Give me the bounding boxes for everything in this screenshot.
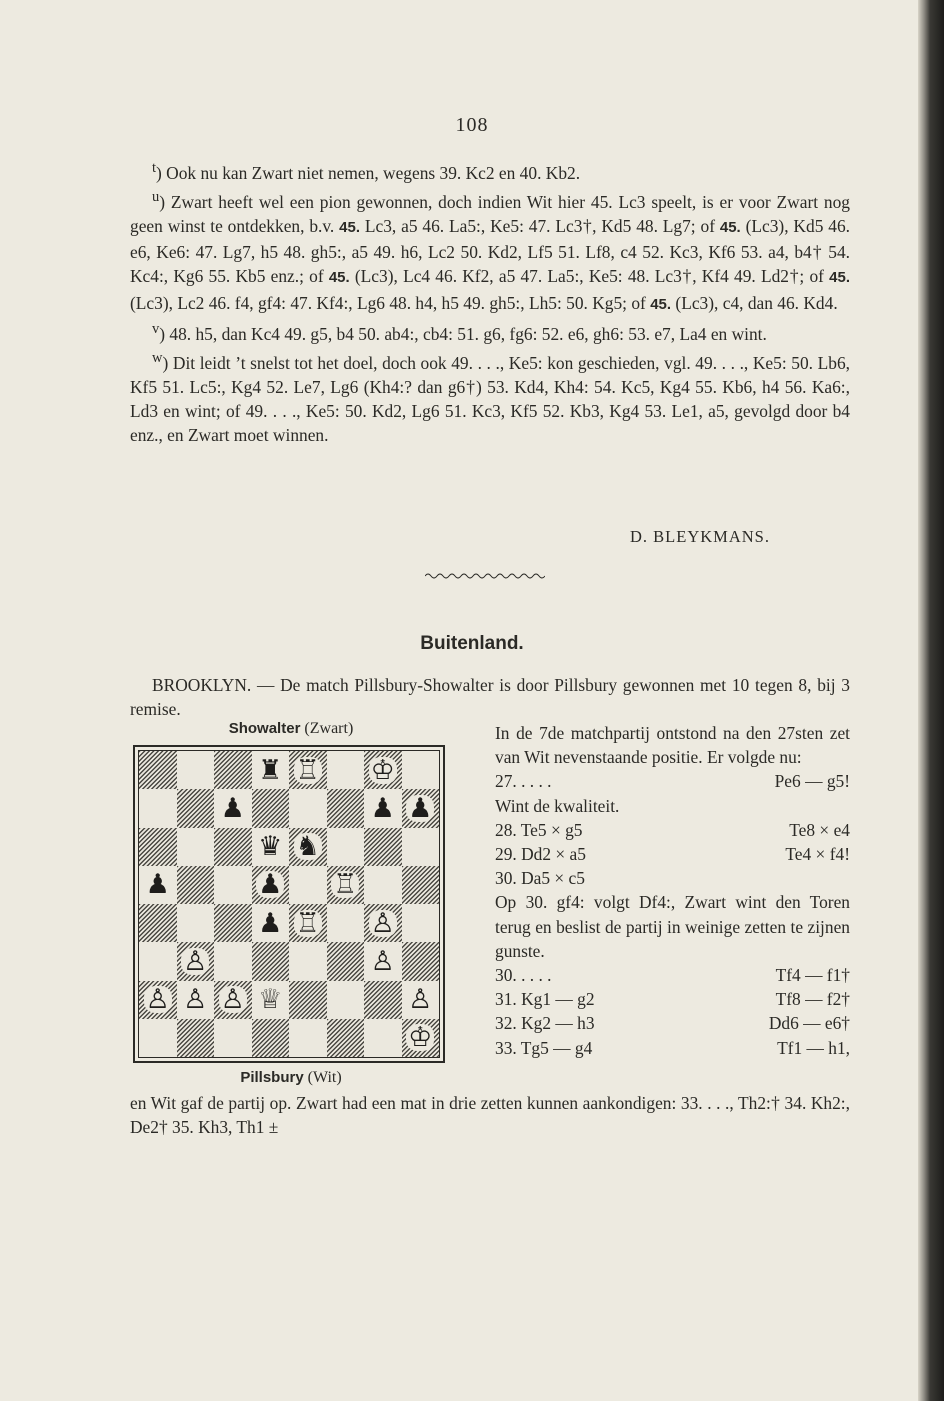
square-e6 bbox=[289, 828, 327, 866]
square-b7 bbox=[177, 789, 215, 827]
square-d3 bbox=[252, 942, 290, 980]
move-list-1 bbox=[495, 769, 850, 793]
square-b8 bbox=[177, 751, 215, 789]
square-h6 bbox=[402, 828, 440, 866]
square-e1 bbox=[289, 1019, 327, 1057]
square-f6 bbox=[327, 828, 365, 866]
square-g5 bbox=[364, 866, 402, 904]
closing-paragraph bbox=[130, 1091, 850, 1139]
move-row bbox=[495, 987, 850, 1011]
white-pawn-icon: ♙ bbox=[370, 907, 395, 939]
white-move: 31. Kg1 — g2 bbox=[495, 989, 595, 1010]
white-rook-icon: ♖ bbox=[333, 869, 358, 901]
square-d5 bbox=[252, 866, 290, 904]
square-g3 bbox=[364, 942, 402, 980]
move-list-3 bbox=[495, 963, 850, 1060]
square-h3 bbox=[402, 942, 440, 980]
square-d4 bbox=[252, 904, 290, 942]
move-row bbox=[495, 769, 850, 793]
black-pawn-icon: ♟ bbox=[408, 792, 433, 824]
black-move: Te8 × e4 bbox=[789, 819, 850, 840]
square-c6 bbox=[214, 828, 252, 866]
square-e7 bbox=[289, 789, 327, 827]
section-divider bbox=[425, 572, 545, 580]
square-c7 bbox=[214, 789, 252, 827]
square-f1 bbox=[327, 1019, 365, 1057]
square-c2 bbox=[214, 981, 252, 1019]
white-move: 33. Tg5 — g4 bbox=[495, 1037, 593, 1058]
note-marker: $^w$) bbox=[152, 349, 173, 373]
square-a8 bbox=[139, 751, 177, 789]
square-f4 bbox=[327, 904, 365, 942]
white-move: 27. . . . . bbox=[495, 771, 552, 792]
white-player-name: Pillsbury bbox=[240, 1069, 304, 1086]
move-row bbox=[495, 818, 850, 842]
square-a3 bbox=[139, 942, 177, 980]
square-b1 bbox=[177, 1019, 215, 1057]
white-move: 29. Dd2 × a5 bbox=[495, 843, 586, 864]
square-f5 bbox=[327, 866, 365, 904]
page-edge-shadow bbox=[918, 0, 944, 1401]
white-move: 28. Te5 × g5 bbox=[495, 819, 583, 840]
square-e8 bbox=[289, 751, 327, 789]
commentary-intro: In de 7de matchpartij ontstond na den 27sten zet van Wit nevenstaande positie. Er volgde nu: bbox=[495, 723, 850, 768]
chess-board bbox=[138, 750, 440, 1058]
square-c1 bbox=[214, 1019, 252, 1057]
square-d2 bbox=[252, 981, 290, 1019]
black-move: Tf4 — f1† bbox=[775, 964, 850, 985]
move-row bbox=[495, 963, 850, 987]
white-move: 32. Kg2 — h3 bbox=[495, 1013, 595, 1034]
square-h5 bbox=[402, 866, 440, 904]
white-king-icon: ♔ bbox=[408, 1022, 433, 1054]
square-h8 bbox=[402, 751, 440, 789]
square-b3 bbox=[177, 942, 215, 980]
intro-text: BROOKLYN. — De match Pillsbury-Showalter is door Pillsbury gewonnen met 10 tegen 8, bij 3 remise. bbox=[130, 675, 850, 720]
move-row bbox=[495, 842, 850, 866]
square-e2 bbox=[289, 981, 327, 1019]
black-player-name: Showalter bbox=[228, 720, 301, 737]
square-c8 bbox=[214, 751, 252, 789]
square-a1 bbox=[139, 1019, 177, 1057]
square-a7 bbox=[139, 789, 177, 827]
white-pawn-icon: ♙ bbox=[145, 984, 170, 1016]
white-move: 30. . . . . bbox=[495, 964, 552, 985]
white-rook-icon: ♖ bbox=[295, 907, 320, 939]
square-a2 bbox=[139, 981, 177, 1019]
move-row bbox=[495, 866, 850, 890]
note-v bbox=[130, 317, 850, 346]
square-f7 bbox=[327, 789, 365, 827]
square-a6 bbox=[139, 828, 177, 866]
note-marker: $^v$) bbox=[152, 320, 170, 344]
black-pawn-icon: ♟ bbox=[370, 792, 395, 824]
black-knight-icon: ♞ bbox=[295, 831, 320, 863]
square-a5 bbox=[139, 866, 177, 904]
white-queen-icon: ♕ bbox=[258, 984, 283, 1016]
chess-diagram bbox=[133, 745, 445, 1063]
closing-text: en Wit gaf de partij op. Zwart had een mat in drie zetten kunnen aankondigen: 33. . . ., Th2:† 34. Kh2:, De2† 35. Kh3, Th1 ± bbox=[130, 1093, 850, 1138]
black-move: Tf1 — h1, bbox=[777, 1037, 850, 1058]
author-signature: D. BLEYKMANS. bbox=[630, 527, 770, 546]
square-e5 bbox=[289, 866, 327, 904]
note-text: Dit leidt ’t snelst tot het doel, doch ook 49. . . ., Ke5: kon geschieden, vgl. 49. . . ., Ke5: 50. Lb6, Kf5 51. Lc5:, Kg4 52. Le7, Lg6 (Kh4:? dan g6†) 53. Kd4, Kh4: 54. Kc5, Kg4 55. Kb6, h4 56. Ka6:, Ld3 en wint; of 49. . . ., Ke5: 50. Kd2, Lg6 51. Kc3, Kf5 52. Kb3, Kg4 53. Le1, a5, gevolgd door b4 enz., en Zwart moet winnen. bbox=[130, 352, 850, 446]
commentary-comment: Op 30. gf4: volgt Df4:, Zwart wint den Toren terug en beslist de partij in weinige zetten te zijnen gunste. bbox=[495, 892, 850, 961]
square-d7 bbox=[252, 789, 290, 827]
square-b6 bbox=[177, 828, 215, 866]
square-g1 bbox=[364, 1019, 402, 1057]
move-list-2 bbox=[495, 818, 850, 891]
black-queen-icon: ♛ bbox=[258, 831, 283, 863]
square-b2 bbox=[177, 981, 215, 1019]
note-marker: $^t$) bbox=[152, 160, 167, 183]
square-h7 bbox=[402, 789, 440, 827]
black-rook-icon: ♜ bbox=[258, 754, 283, 786]
square-c4 bbox=[214, 904, 252, 942]
move-row bbox=[495, 1011, 850, 1035]
intro-paragraph bbox=[130, 673, 850, 721]
black-move: Tf8 — f2† bbox=[775, 989, 850, 1010]
square-h1 bbox=[402, 1019, 440, 1057]
square-d6 bbox=[252, 828, 290, 866]
black-pawn-icon: ♟ bbox=[220, 792, 245, 824]
white-pawn-icon: ♙ bbox=[220, 984, 245, 1016]
square-g2 bbox=[364, 981, 402, 1019]
square-b4 bbox=[177, 904, 215, 942]
square-c5 bbox=[214, 866, 252, 904]
note-w bbox=[130, 346, 850, 448]
square-g6 bbox=[364, 828, 402, 866]
commentary-mid: Wint de kwaliteit. bbox=[495, 795, 620, 816]
note-u bbox=[130, 185, 850, 317]
annotation-notes bbox=[130, 156, 850, 447]
game-commentary bbox=[495, 721, 850, 1060]
black-pawn-icon: ♟ bbox=[258, 907, 283, 939]
black-move: Pe6 — g5! bbox=[774, 771, 850, 792]
page-number: 108 bbox=[455, 114, 489, 136]
square-h2 bbox=[402, 981, 440, 1019]
square-g8 bbox=[364, 751, 402, 789]
note-text: 48. h5, dan Kc4 49. g5, b4 50. ab4:, cb4: 51. g6, fg6: 52. e6, gh6: 53. e7, La4 en wint. bbox=[169, 323, 767, 344]
section-title: Buitenland. bbox=[420, 633, 524, 654]
white-pawn-icon: ♙ bbox=[370, 945, 395, 977]
square-g7 bbox=[364, 789, 402, 827]
note-text: Ook nu kan Zwart niet nemen, wegens 39. Kc2 en 40. Kb2. bbox=[166, 162, 581, 183]
black-player-color: (Zwart) bbox=[304, 720, 354, 737]
black-pawn-icon: ♟ bbox=[145, 869, 170, 901]
note-text: Zwart heeft wel een pion gewonnen, doch indien Wit hier 45. Lc3 speelt, is er voor Zwart nog geen winst te ontdekken, b.v. 45. Lc3, a5 46. La5:, Ke5: 47. Lc3†, Kd5 48. Lg7; of 45. (Lc3), Kd5 46. e6, Ke6: 47. Lg7, h5 48. gh5:, a5 49. h6, Lc2 50. Kd2, Lf5 51. Lf8, c4 52. Kc3, Kf6 53. a4, b4† 54. Kc4:, Kg6 55. Kb5 enz.; of 45. (Lc3), Lc4 46. Kf2, a5 47. La5:, Ke5: 48. Lc3†, Kf4 49. Ld2†; of 45. (Lc3), Lc2 46. f4, gf4: 47. Kf4:, Lg6 48. h4, h5 49. gh5:, Lh5: 50. Kg5; of 45. (Lc3), c4, dan 46. Kd4. bbox=[130, 191, 850, 313]
square-a4 bbox=[139, 904, 177, 942]
white-pawn-icon: ♙ bbox=[183, 945, 208, 977]
white-move: 30. Da5 × c5 bbox=[495, 868, 585, 889]
square-f8 bbox=[327, 751, 365, 789]
square-g4 bbox=[364, 904, 402, 942]
square-e4 bbox=[289, 904, 327, 942]
square-c3 bbox=[214, 942, 252, 980]
white-pawn-icon: ♙ bbox=[408, 984, 433, 1016]
white-player-color: (Wit) bbox=[307, 1069, 342, 1086]
black-move: Dd6 — e6† bbox=[768, 1013, 850, 1034]
white-king-icon: ♔ bbox=[370, 754, 395, 786]
white-pawn-icon: ♙ bbox=[183, 984, 208, 1016]
square-f3 bbox=[327, 942, 365, 980]
black-pawn-icon: ♟ bbox=[258, 869, 283, 901]
square-e3 bbox=[289, 942, 327, 980]
square-b5 bbox=[177, 866, 215, 904]
diagram-caption-top bbox=[133, 720, 449, 738]
square-f2 bbox=[327, 981, 365, 1019]
square-h4 bbox=[402, 904, 440, 942]
note-t bbox=[130, 156, 850, 185]
white-rook-icon: ♖ bbox=[295, 754, 320, 786]
black-move: Te4 × f4! bbox=[785, 843, 850, 864]
square-d1 bbox=[252, 1019, 290, 1057]
square-d8 bbox=[252, 751, 290, 789]
move-row bbox=[495, 1036, 850, 1060]
note-marker: $^u$) bbox=[152, 189, 171, 212]
diagram-caption-bottom bbox=[133, 1069, 449, 1087]
